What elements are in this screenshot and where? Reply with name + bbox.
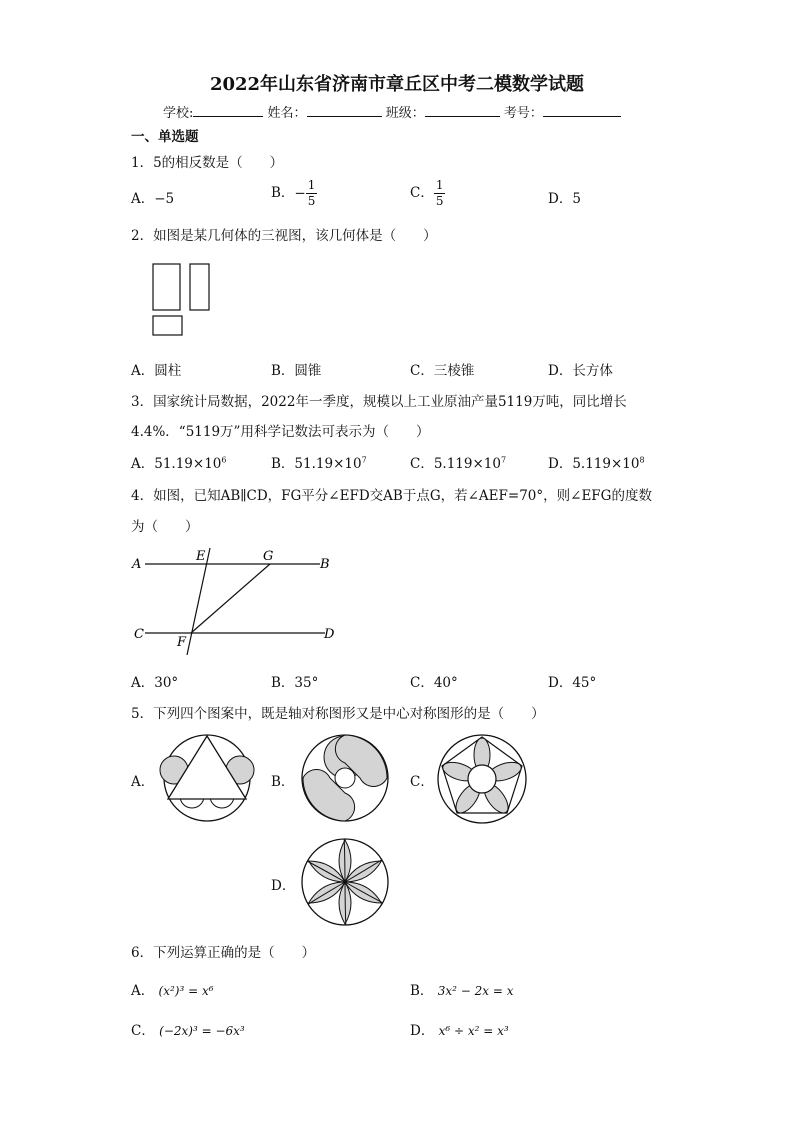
q3-option-d: D．$5.119\times 10^8$ [548, 455, 645, 472]
pattern-d-six-petals [300, 837, 390, 927]
label-f: F [177, 635, 187, 650]
class-blank[interactable] [425, 104, 500, 117]
school-blank[interactable] [193, 104, 263, 117]
q1-option-d: D．5 [548, 191, 581, 207]
q1-option-c: C． $\frac{1}{5}$ [410, 178, 444, 208]
school-label: 学校: [163, 106, 194, 121]
line-fg [191, 564, 270, 633]
name-blank[interactable] [307, 104, 382, 117]
parallel-lines-figure [130, 540, 350, 660]
top-view [153, 316, 182, 335]
page-title: 2022年山东省济南市章丘区中考二模数学试题 [209, 74, 585, 95]
q2-stem: 2．如图是某几何体的三视图，该几何体是（ ） [131, 228, 437, 244]
label-d: D [324, 627, 335, 642]
q2-option-c: C．三棱锥 [410, 363, 475, 379]
q1-option-a: A．−5 [131, 191, 175, 207]
q2-option-a: A．圆柱 [131, 363, 182, 379]
section-heading: 一、单选题 [131, 129, 199, 145]
q3-stem-line1: 3．国家统计局数据，2022年一季度，规模以上工业原油产量5119万吨，同比增长 [131, 394, 627, 410]
q5-option-d-label: D． [271, 878, 296, 894]
q3-option-c: C．$5.119\times 10^7$ [410, 455, 507, 472]
three-view-figure [150, 262, 220, 342]
pattern-c-pentagon-petals [436, 733, 528, 825]
label-c: C [134, 627, 144, 642]
q6-option-d: D． x⁶ ÷ x² = x³ [410, 1023, 509, 1039]
q6-option-c: C． (−2x)³ = −6x³ [131, 1023, 245, 1039]
exam-no-label: 考号： [503, 106, 543, 121]
q3-stem-line2: 4.4%．“5119万”用科学记数法可表示为（ ） [131, 424, 430, 440]
q4-option-c: C．40° [410, 675, 458, 691]
q4-stem-line1: 4．如图，已知AB∥CD，FG平分∠EFD交AB于点G，若∠AEF=70°，则∠EFG的度数 [131, 488, 652, 504]
exam-no-blank[interactable] [543, 104, 621, 117]
q2-option-d: D．长方体 [548, 363, 613, 379]
q3-option-b: B．$51.19\times 10^7$ [271, 455, 367, 472]
label-b: B [320, 557, 330, 572]
q5-option-c-label: C． [410, 774, 434, 790]
q1-stem: 1．5的相反数是（ ） [131, 155, 284, 171]
q4-option-d: D．45° [548, 675, 597, 691]
label-a: A [132, 557, 142, 572]
q5-stem: 5．下列四个图案中，既是轴对称图形又是中心对称图形的是（ ） [131, 706, 545, 722]
q4-option-b: B．35° [271, 675, 319, 691]
q2-option-b: B．圆锥 [271, 363, 322, 379]
q6-option-b: B． 3x² − 2x = x [410, 983, 514, 999]
q4-option-a: A．30° [131, 675, 179, 691]
class-label: 班级： [385, 106, 425, 121]
q6-option-a: A． (x²)³ = x⁶ [131, 983, 214, 999]
q5-option-b-label: B． [271, 774, 295, 790]
q6-stem: 6．下列运算正确的是（ ） [131, 945, 316, 961]
side-view [190, 264, 209, 310]
student-info-line [163, 102, 621, 121]
q3-option-a: A．$51.19\times 10^6$ [131, 455, 227, 472]
pattern-a-triangle-arcs [162, 733, 252, 823]
pattern-b-swirl [300, 733, 390, 823]
q1-option-b: B．− $\frac{1}{5}$ [271, 178, 316, 208]
name-label: 姓名： [267, 106, 307, 121]
label-e: E [196, 549, 206, 564]
front-view [153, 264, 180, 310]
q5-option-a-label: A． [131, 774, 155, 790]
q4-stem-line2: 为（ ） [131, 519, 199, 535]
label-g: G [263, 549, 274, 564]
